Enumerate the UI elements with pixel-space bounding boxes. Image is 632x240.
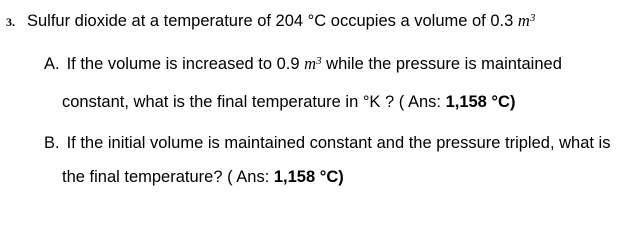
question-number: 3. <box>6 15 15 29</box>
part-a-letter: A. <box>44 55 60 73</box>
part-a-text-pre: If the volume is increased to 0.9 <box>66 55 300 73</box>
question-3-stem-line <box>6 8 535 32</box>
part-a-text-post: while the pressure is maintained <box>326 55 562 73</box>
part-b-line-1 <box>44 133 610 153</box>
part-a-line-1 <box>44 51 562 74</box>
part-a-unit: $m^3$ <box>304 54 322 73</box>
part-b-text-line1: If the initial volume is maintained constant and the pressure tripled, what is <box>66 134 611 152</box>
part-a-text-line2: constant, what is the final temperature in °K ? ( Ans: <box>62 93 441 111</box>
part-b-text-line2: the final temperature? ( Ans: <box>62 168 270 186</box>
question-stem: Sulfur dioxide at a temperature of 204 °C occupies a volume of 0.3 <box>27 12 514 30</box>
stem-unit: $m^3$ <box>517 11 536 30</box>
part-a-answer: 1,158 °C) <box>445 93 516 111</box>
part-b-letter: B. <box>44 134 60 152</box>
part-a-line-2 <box>62 92 515 112</box>
part-b-line-2 <box>62 167 344 187</box>
part-b-answer: 1,158 °C) <box>273 168 344 186</box>
